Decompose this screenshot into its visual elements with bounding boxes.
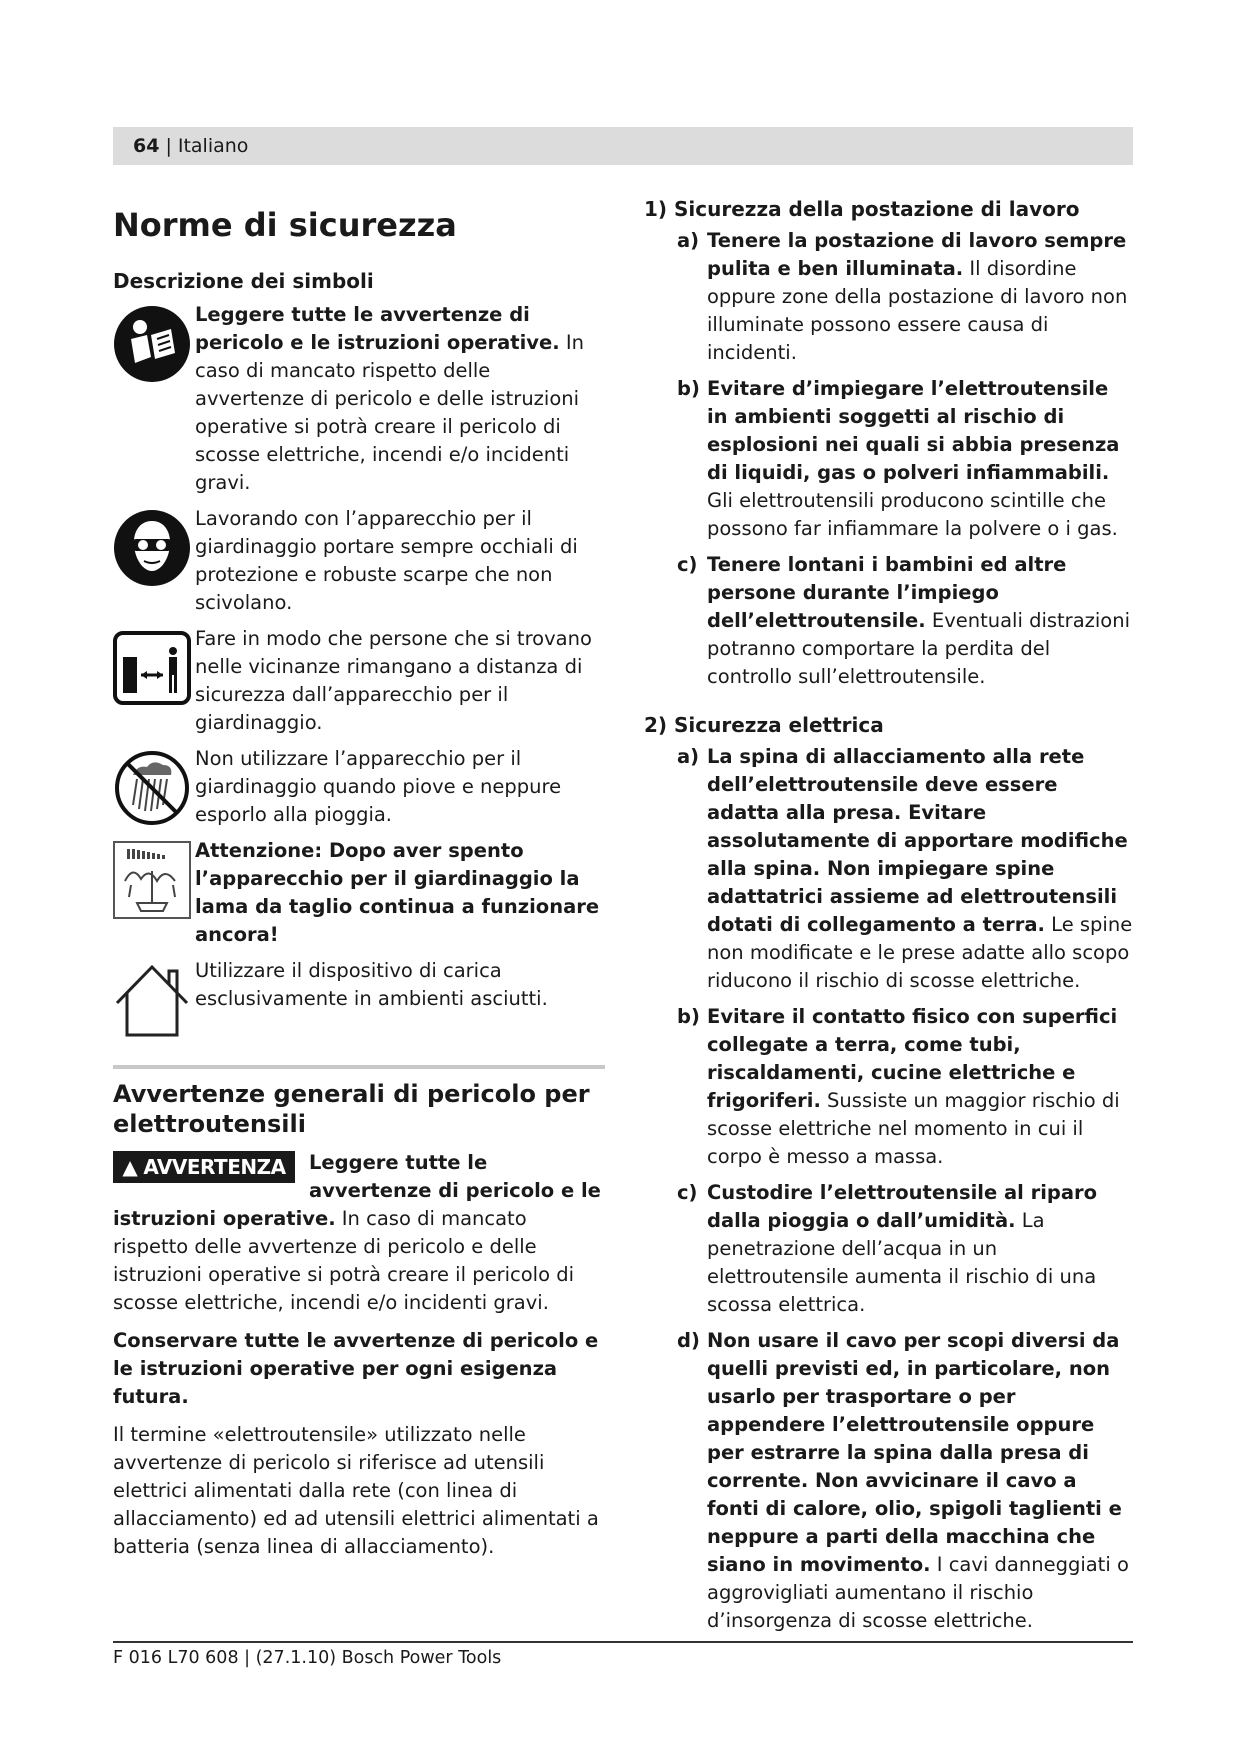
- list-item: b) Evitare d’impiegare l’elettroutensile in ambienti soggetti al rischio di esplosioni nei quali si abbia presenza di liquidi, gas o polveri infiammabili. Gli elettroutensili producono scintille che possono far infiammare la polvere o i gas.: [677, 377, 1120, 540]
- symbol-description: Leggere tutte le avvertenze di pericolo e le istruzioni operative. In caso di mancato rispetto delle avvertenze di pericolo e delle istruzioni operative si potrà creare il pericolo di scosse elettriche, incendi e/o incidenti gravi.: [195, 303, 584, 494]
- general-warnings-heading: Avvertenze generali di pericolo per elettroutensili: [113, 1080, 590, 1138]
- no-rain-icon: [113, 745, 195, 829]
- indoor-house-icon: [113, 957, 195, 1039]
- read-manual-icon: [113, 301, 195, 497]
- symbol-description: Lavorando con l’apparecchio per il giardinaggio portare sempre occhiali di protezione e robuste scarpe che non scivolano.: [195, 507, 578, 614]
- page-footer: F 016 L70 608 | (27.1.10) Bosch Power Tools: [113, 1648, 502, 1668]
- symbol-description: Utilizzare il dispositivo di carica esclusivamente in ambienti asciutti.: [195, 959, 548, 1010]
- section-title-electrical: 2) Sicurezza elettrica: [644, 713, 884, 737]
- symbol-item: [113, 301, 605, 497]
- list-item: c) Custodire l’elettroutensile al riparo dalla pioggia o dall’umidità. La penetrazione dell’acqua in un elettroutensile aumenta il rischio di una scossa elettrica.: [677, 1181, 1098, 1316]
- footer-rule: [113, 1641, 1133, 1643]
- safety-distance-icon: [113, 625, 195, 737]
- safety-glasses-icon: [113, 505, 195, 617]
- header-separator: |: [165, 135, 172, 157]
- warning-block: [113, 1149, 605, 1317]
- list-item: a) La spina di allacciamento alla rete dell’elettroutensile deve essere adatta alla presa. Evitare assolutamente di apportare modifiche alla spina. Non impiegare spine adattatrici assieme ad elettroutensili dotati di collegamento a terra. Le spine non modificate e le prese adatte allo scopo riducono il rischio di scosse elettriche.: [677, 745, 1133, 992]
- symbol-item: [113, 957, 605, 1039]
- page-title: Norme di sicurezza: [113, 206, 457, 244]
- warning-triangle-icon: ▲: [122, 1155, 138, 1179]
- page-header: [113, 127, 1133, 165]
- symbol-description: Attenzione: Dopo aver spento l’apparecchio per il giardinaggio la lama da taglio continua a funzionare ancora!: [195, 839, 600, 946]
- keep-instructions-text: Conservare tutte le avvertenze di pericolo e le istruzioni operative per ogni esigenza futura.: [113, 1329, 599, 1408]
- section-title-workplace: 1) Sicurezza della postazione di lavoro: [644, 197, 1080, 221]
- right-column: [644, 195, 1134, 1643]
- header-language: Italiano: [177, 135, 249, 157]
- warning-text: Leggere tutte le avvertenze di pericolo e le istruzioni operative. In caso di mancato rispetto delle avvertenze di pericolo e delle istruzioni operative si potrà creare il pericolo di scosse elettriche, incendi e/o incidenti gravi.: [113, 1151, 601, 1314]
- symbol-description: Non utilizzare l’apparecchio per il giardinaggio quando piove e neppure esporlo alla pioggia.: [195, 747, 562, 826]
- symbol-item: [113, 837, 605, 949]
- warning-badge: ▲ AVVERTENZA: [113, 1151, 295, 1183]
- list-item: b) Evitare il contatto fisico con superfici collegate a terra, come tubi, riscaldamenti, cucine elettriche e frigoriferi. Sussiste un maggior rischio di scosse elettriche nel momento in cui il corpo è messo a massa.: [677, 1005, 1120, 1168]
- list-item: c) Tenere lontani i bambini ed altre persone durante l’impiego dell’elettroutensile. Eventuali distrazioni potranno comportare la perdita del controllo sull’elettroutensile.: [677, 553, 1131, 688]
- left-column: [113, 195, 605, 1561]
- page-number: 64: [133, 135, 160, 157]
- symbol-description: Fare in modo che persone che si trovano nelle vicinanze rimangano a distanza di sicurezza dall’apparecchio per il giardinaggio.: [195, 627, 592, 734]
- symbol-item: [113, 625, 605, 737]
- symbols-heading: Descrizione dei simboli: [113, 269, 374, 293]
- section-divider: [113, 1065, 605, 1069]
- list-item: d) Non usare il cavo per scopi diversi da quelli previsti ed, in particolare, non usarlo per trasportare o per appendere l’elettroutensile oppure per estrarre la spina dalla presa di corrente. Non avvicinare il cavo a fonti di calore, olio, spigoli taglienti e neppure a parti della macchina che siano in movimento. I cavi danneggiati o aggrovigliati aumentano il rischio d’insorgenza di scosse elettriche.: [677, 1329, 1129, 1632]
- term-definition-text: Il termine «elettroutensile» utilizzato nelle avvertenze di pericolo si riferisce ad utensili elettrici alimentati dalla rete (con linea di allacciamento) ed ad utensili elettrici alimentati a batteria (senza linea di allacciamento).: [113, 1423, 599, 1558]
- symbol-item: [113, 745, 605, 829]
- symbol-item: [113, 505, 605, 617]
- list-item: a) Tenere la postazione di lavoro sempre pulita e ben illuminata. Il disordine oppure zone della postazione di lavoro non illuminate possono essere causa di incidenti.: [677, 229, 1128, 364]
- blade-rundown-icon: [113, 837, 195, 949]
